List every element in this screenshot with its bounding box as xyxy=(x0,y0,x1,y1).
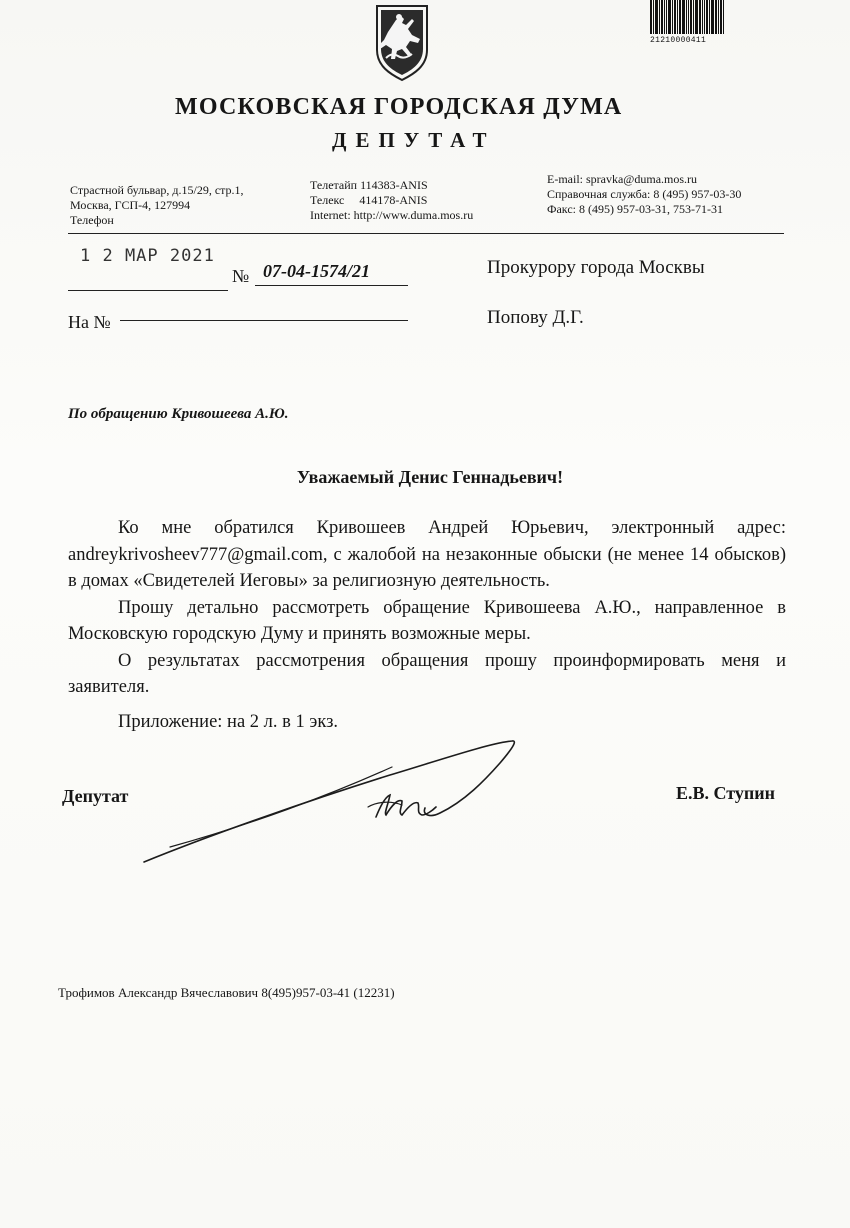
body-paragraph-2: Прошу детально рассмотреть обращение Кривошеева А.Ю., направленное в Московскую городскую Думу и принять возможные меры. xyxy=(68,597,786,644)
org-title: МОСКОВСКАЯ ГОРОДСКАЯ ДУМА xyxy=(175,94,623,120)
salutation: Уважаемый Денис Геннадьевич! xyxy=(296,467,564,487)
fax: Факс: 8 (495) 957-03-31, 753-71-31 xyxy=(547,202,723,216)
date-underline xyxy=(68,290,228,291)
signer-name: Е.В. Ступин xyxy=(676,783,775,803)
header-divider xyxy=(68,233,784,234)
postal-address xyxy=(70,183,244,228)
body-paragraph-1: Ко мне обратился Кривошеев Андрей Юрьевич, электронный адрес: andreykrivosheev777@gmail.com, с жалобой на незаконные обыски (не менее 14 обысков) в домах «Свидетелей Иеговы» за религиозную деятельность. xyxy=(68,518,786,591)
letter-body xyxy=(68,515,786,701)
internet: Internet: http://www.duma.mos.ru xyxy=(310,208,474,222)
number-label: № xyxy=(232,266,250,286)
address-line-city: Москва, ГСП-4, 127994 xyxy=(70,198,191,212)
number-underline xyxy=(255,285,408,286)
salutation-wrapper xyxy=(0,467,850,488)
letter-subject: По обращению Кривошеева А.Ю. xyxy=(68,406,289,422)
handwritten-signature xyxy=(140,735,520,870)
registration-number: 07-04-1574/21 xyxy=(263,261,370,281)
help-service: Справочная служба: 8 (495) 957-03-30 xyxy=(547,187,742,201)
teletype: Телетайп 114383-ANIS xyxy=(310,178,428,192)
addressee-title: Прокурору города Москвы xyxy=(487,257,705,278)
address-line-street: Страстной бульвар, д.15/29, стр.1, xyxy=(70,183,244,197)
addressee-name: Попову Д.Г. xyxy=(487,307,584,328)
attachment-note: Приложение: на 2 л. в 1 экз. xyxy=(118,712,339,732)
address-line-phone: Телефон xyxy=(70,213,114,227)
org-subtitle: ДЕПУТАТ xyxy=(332,128,496,152)
barcode-number: 21210000411 xyxy=(650,36,707,45)
reply-to-label: На № xyxy=(68,312,111,332)
moscow-coat-of-arms-icon xyxy=(372,2,432,82)
body-paragraph-3: О результатах рассмотрения обращения прошу проинформировать меня и заявителя. xyxy=(68,650,786,697)
contact-info xyxy=(547,172,741,217)
telecom-info xyxy=(310,178,473,223)
reply-to-underline xyxy=(120,320,408,321)
signer-position: Депутат xyxy=(62,786,129,806)
date-stamp: 1 2 МАР 2021 xyxy=(80,246,215,266)
telex: Телекс 414178-ANIS xyxy=(310,193,428,207)
barcode xyxy=(650,0,726,34)
email: E-mail: spravka@duma.mos.ru xyxy=(547,172,698,186)
executor-info: Трофимов Александр Вячеславович 8(495)957-03-41 (12231) xyxy=(58,985,395,1000)
